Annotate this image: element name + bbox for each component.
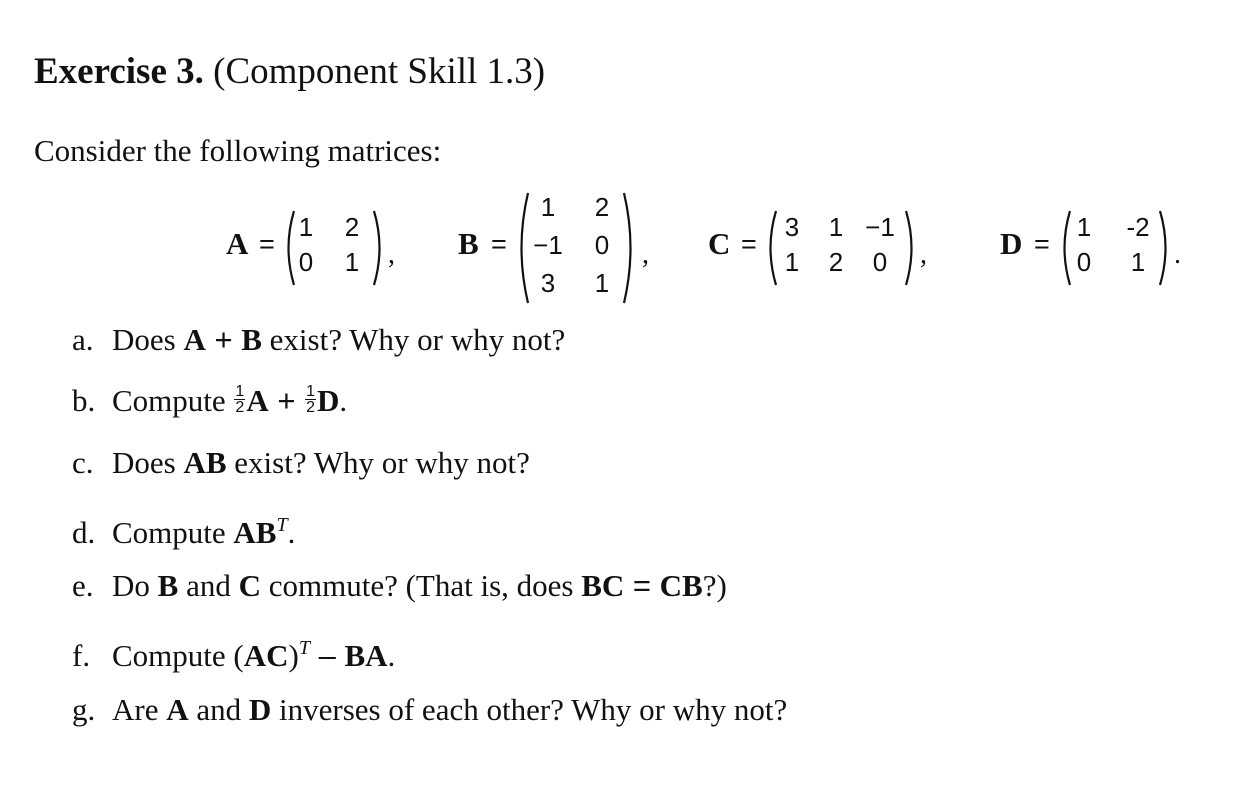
question-text: . [287, 515, 296, 550]
exercise-heading [34, 50, 545, 94]
matrix-entry: 2 [594, 192, 610, 222]
question-label: g. [72, 692, 96, 727]
question-f [72, 629, 395, 675]
question-label: f. [72, 638, 91, 673]
question-a [72, 321, 565, 359]
question-text: Does [112, 445, 184, 480]
matrix-name: C [708, 226, 731, 261]
question-text: commute? (That is, does [260, 568, 582, 603]
matrix-symbol: BC [581, 568, 625, 603]
matrix-symbol: B [241, 322, 262, 357]
operator: + [268, 383, 305, 418]
matrix-name: D [1000, 226, 1023, 261]
question-g [72, 691, 787, 729]
question-text: and [188, 692, 249, 727]
matrix-entry: 0 [594, 230, 610, 260]
question-text: Do [112, 568, 158, 603]
matrix-c [708, 196, 948, 312]
matrix-symbol: C [238, 568, 261, 603]
matrix-entry: 1 [784, 247, 800, 277]
question-text: and [178, 568, 239, 603]
transpose-superscript: T [298, 637, 310, 659]
fraction [305, 384, 316, 415]
matrix-entry: 3 [784, 212, 800, 242]
question-text: exist? Why or why not? [226, 445, 530, 480]
matrix-entry: −1 [865, 212, 895, 242]
separator: , [388, 239, 395, 270]
matrix-entry: 1 [540, 192, 556, 222]
question-text: ?) [702, 568, 727, 603]
question-b [72, 382, 347, 420]
matrix-entry: 2 [344, 212, 360, 242]
matrix-symbol: AB [183, 445, 227, 480]
matrix-symbol: D [316, 383, 340, 418]
right-paren-icon [372, 210, 386, 286]
question-label: a. [72, 322, 94, 357]
fraction-denominator: 2 [306, 399, 315, 417]
matrix-entry: 1 [828, 212, 844, 242]
operator: + [205, 322, 242, 357]
fraction-numerator: 1 [235, 383, 245, 401]
matrix-entry: −1 [533, 230, 563, 260]
operator: – [309, 638, 345, 673]
matrix-symbol: AB [233, 515, 277, 550]
question-label: c. [72, 445, 94, 480]
matrix-d [1000, 196, 1200, 312]
question-text: exist? Why or why not? [261, 322, 566, 357]
matrix-symbol: A [246, 383, 269, 418]
equals-sign: = [491, 229, 507, 259]
matrix-b [458, 190, 658, 306]
operator: = [624, 568, 660, 603]
exercise-subtitle: (Component Skill 1.3) [213, 51, 546, 92]
question-e [72, 567, 727, 605]
matrix-entry: 1 [1076, 212, 1092, 242]
matrix-symbol: A [183, 322, 206, 357]
right-paren-icon [622, 192, 638, 304]
paren: ) [288, 638, 299, 673]
matrix-entry: -2 [1126, 212, 1150, 242]
question-text: . [387, 638, 396, 673]
matrix-entry: 1 [298, 212, 314, 242]
equals-sign: = [741, 229, 757, 259]
question-text: . [339, 383, 348, 418]
paren: ( [233, 638, 244, 673]
matrix-symbol: BA [344, 638, 388, 673]
question-label: e. [72, 568, 94, 603]
question-text: Does [112, 322, 184, 357]
question-label: d. [72, 515, 96, 550]
transpose-superscript: T [276, 514, 288, 536]
question-text: Are [112, 692, 167, 727]
matrix-name: A [226, 226, 249, 261]
intro-text: Consider the following matrices: [34, 133, 442, 168]
exercise-number: Exercise 3. [34, 51, 204, 92]
question-c [72, 444, 530, 482]
fraction-denominator: 2 [235, 399, 245, 417]
fraction-numerator: 1 [306, 383, 315, 401]
fraction [234, 384, 245, 415]
question-label: b. [72, 383, 96, 418]
matrix-entry: 1 [344, 247, 360, 277]
matrix-entry: 1 [1130, 247, 1146, 277]
right-paren-icon [1158, 210, 1172, 286]
matrix-entry: 0 [1076, 247, 1092, 277]
separator: , [642, 239, 649, 270]
separator: . [1174, 239, 1181, 270]
question-text: Compute [112, 638, 234, 673]
question-d [72, 506, 295, 552]
matrix-entry: 2 [828, 247, 844, 277]
matrix-a [226, 196, 416, 312]
equals-sign: = [1034, 229, 1050, 259]
question-text: Compute [112, 515, 234, 550]
separator: , [920, 239, 927, 270]
matrix-symbol: B [157, 568, 179, 603]
matrix-symbol: D [248, 692, 272, 727]
matrix-entry: 0 [298, 247, 314, 277]
matrix-entry: 0 [872, 247, 888, 277]
matrix-entry: 1 [594, 268, 610, 298]
question-text: Compute [112, 383, 234, 418]
right-paren-icon [904, 210, 918, 286]
matrix-symbol: A [166, 692, 189, 727]
matrix-symbol: AC [243, 638, 289, 673]
equals-sign: = [259, 229, 275, 259]
matrix-name: B [458, 226, 479, 261]
question-text: inverses of each other? Why or why not? [271, 692, 788, 727]
matrix-entry: 3 [540, 268, 556, 298]
matrix-symbol: CB [659, 568, 703, 603]
